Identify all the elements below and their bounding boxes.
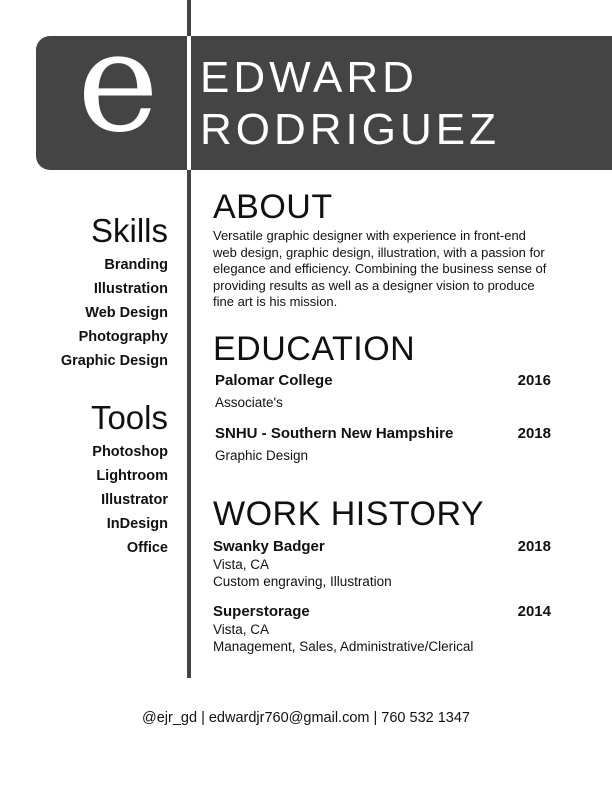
skill-item: Web Design <box>85 305 168 321</box>
skills-section <box>61 214 168 373</box>
contact-footer: @ejr_gd | edwardjr760@gmail.com | 760 532 1347 <box>142 710 470 726</box>
work-details: Custom engraving, Illustration <box>213 574 392 589</box>
work-location: Vista, CA <box>213 557 270 572</box>
skills-heading: Skills <box>90 212 168 249</box>
work-entry <box>213 538 551 590</box>
work-location: Vista, CA <box>213 622 270 637</box>
school-name: SNHU - Southern New Hampshire <box>215 425 454 442</box>
degree: Associate's <box>215 395 283 410</box>
last-name: RODRIGUEZ <box>200 105 500 154</box>
tool-item: Lightroom <box>96 468 168 484</box>
work-history-heading: WORK HISTORY <box>213 495 485 533</box>
education-heading: EDUCATION <box>213 330 416 368</box>
about-heading: ABOUT <box>213 188 333 226</box>
school-name: Palomar College <box>215 372 333 389</box>
skill-item: Illustration <box>93 281 168 297</box>
tool-item: Photoshop <box>92 444 168 460</box>
work-year: 2014 <box>517 603 551 620</box>
banner-divider <box>187 36 191 170</box>
tool-item: Office <box>126 540 168 556</box>
tools-heading: Tools <box>90 399 168 436</box>
skill-item: Photography <box>78 329 168 345</box>
education-entry <box>215 425 551 464</box>
work-year: 2018 <box>517 538 551 555</box>
about-paragraph: Versatile graphic designer with experience in front-end web design, graphic design, illustration, with a passion for elegance and efficiency. Combining the business sense of providing results as well as a designer vision to produce fine art is his mission. <box>213 228 547 309</box>
work-entry <box>213 603 551 655</box>
education-year: 2018 <box>517 425 551 442</box>
first-name: EDWARD <box>200 53 418 102</box>
monogram-logo: e <box>77 2 159 163</box>
company-name: Superstorage <box>213 603 310 620</box>
tool-item: Illustrator <box>101 492 168 508</box>
education-year: 2016 <box>517 372 551 389</box>
tool-item: InDesign <box>106 516 168 532</box>
degree: Graphic Design <box>215 448 309 463</box>
tools-section <box>91 401 168 560</box>
skill-item: Graphic Design <box>60 353 168 369</box>
work-details: Management, Sales, Administrative/Clerical <box>213 639 474 654</box>
education-entry <box>215 372 551 411</box>
company-name: Swanky Badger <box>213 538 325 555</box>
skill-item: Branding <box>104 257 168 273</box>
